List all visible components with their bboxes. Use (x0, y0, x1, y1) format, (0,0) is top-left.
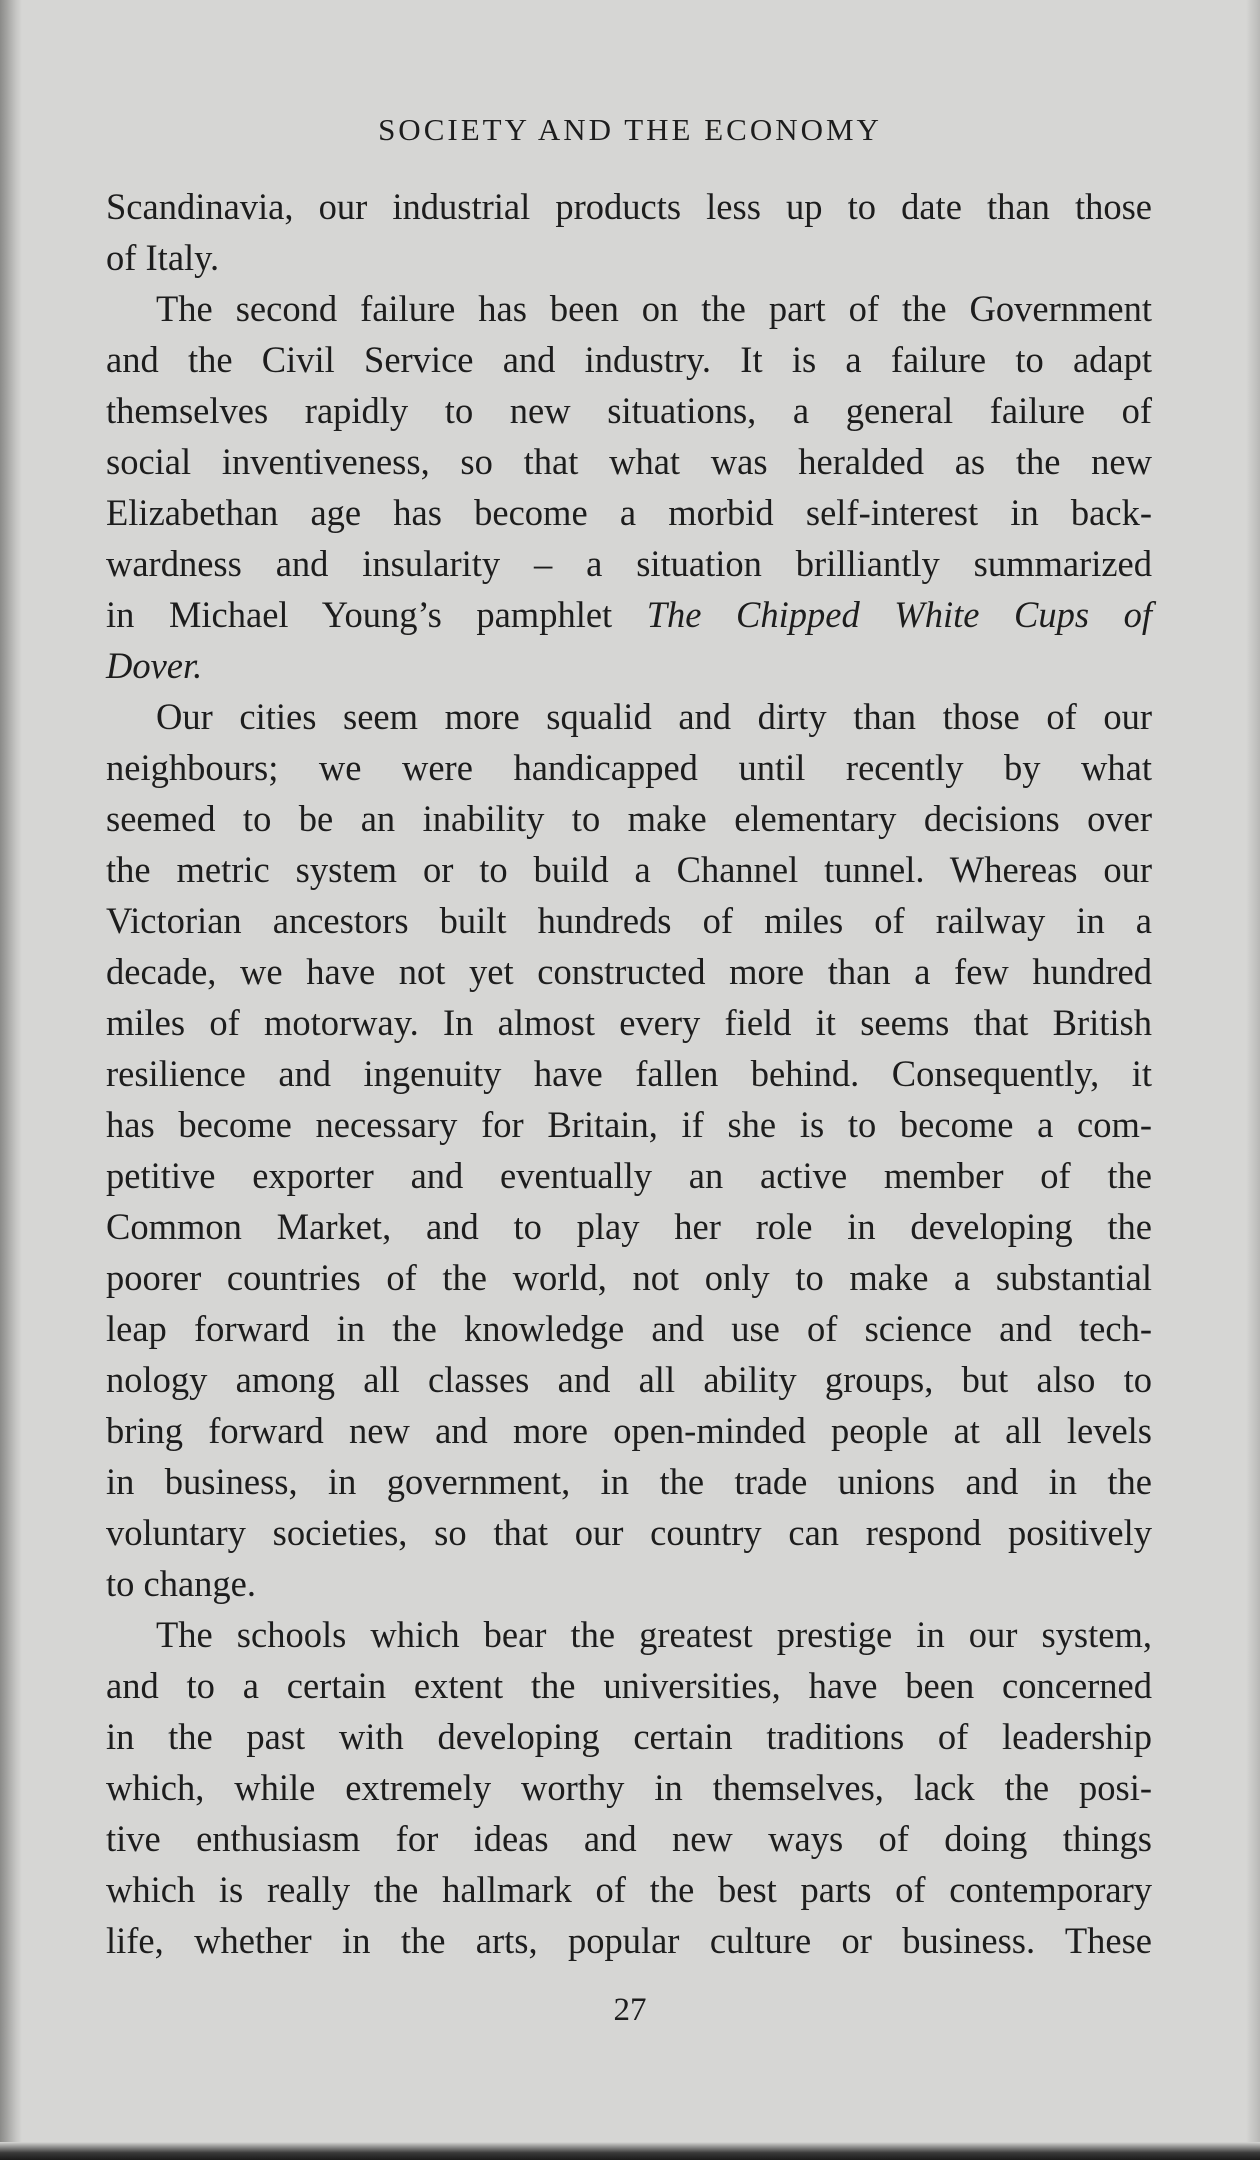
line-text: in business, in government, in the trade unions and in the (106, 1461, 1152, 1502)
line-text: Victorian ancestors built hundreds of miles of railway in a (106, 900, 1152, 941)
line-text: decade, we have not yet constructed more than a few hundred (106, 951, 1152, 992)
text-line (106, 538, 1152, 589)
line-text: Our cities seem more squalid and dirty than those of our (156, 696, 1152, 737)
text-line (106, 1099, 1152, 1150)
text-line (106, 793, 1152, 844)
page-edge (1246, 0, 1260, 2160)
running-head: SOCIETY AND THE ECONOMY (378, 112, 882, 147)
line-text: which, while extremely worthy in themselves, lack the posi- (106, 1767, 1152, 1808)
text-line (106, 1354, 1152, 1405)
line-text: voluntary societies, so that our country can respond positively (106, 1512, 1152, 1553)
line-text: and to a certain extent the universities, have been concerned (106, 1665, 1152, 1706)
line-text: leap forward in the knowledge and use of science and tech- (106, 1308, 1152, 1349)
text-line (106, 1456, 1152, 1507)
line-text: nology among all classes and all ability groups, but also to (106, 1359, 1152, 1400)
line-text: neighbours; we were handicapped until recently by what (106, 747, 1152, 788)
line-text: to change. (106, 1563, 256, 1604)
line-text: in Michael Young’s pamphlet (106, 594, 647, 635)
line-text: petitive exporter and eventually an active member of the (106, 1155, 1152, 1196)
text-line (106, 1864, 1152, 1915)
text-line (106, 1150, 1152, 1201)
text-line (106, 385, 1152, 436)
line-text: wardness and insularity – a situation brilliantly summarized (106, 543, 1152, 584)
line-text: seemed to be an inability to make elementary decisions over (106, 798, 1152, 839)
body-text (106, 181, 1152, 1966)
text-line (106, 997, 1152, 1048)
text-line (106, 1201, 1152, 1252)
line-text: poorer countries of the world, not only to make a substantial (106, 1257, 1152, 1298)
text-line (106, 487, 1152, 538)
text-line (106, 1711, 1152, 1762)
line-text: The schools which bear the greatest prestige in our system, (156, 1614, 1152, 1655)
text-line (106, 589, 1152, 640)
line-text: which is really the hallmark of the best parts of contemporary (106, 1869, 1152, 1910)
line-text: bring forward new and more open-minded people at all levels (106, 1410, 1152, 1451)
line-text: resilience and ingenuity have fallen behind. Consequently, it (106, 1053, 1152, 1094)
text-line (106, 1507, 1152, 1558)
italic-title-text: The Chipped White Cups of (646, 594, 1153, 635)
text-line (106, 1762, 1152, 1813)
page-bottom-edge (0, 2142, 1260, 2160)
text-line (106, 283, 1152, 334)
text-line (106, 1609, 1152, 1660)
text-line (106, 232, 1152, 283)
text-line (106, 742, 1152, 793)
line-text: of Italy. (106, 237, 220, 278)
text-line (106, 1915, 1152, 1966)
line-text: The second failure has been on the part of the Government (156, 288, 1152, 329)
text-line (106, 1558, 1152, 1609)
line-text: social inventiveness, so that what was heralded as the new (106, 441, 1152, 482)
line-text: the metric system or to build a Channel tunnel. Whereas our (106, 849, 1152, 890)
text-line (106, 691, 1152, 742)
text-line (106, 181, 1152, 232)
line-text: tive enthusiasm for ideas and new ways of doing things (106, 1818, 1152, 1859)
line-text: life, whether in the arts, popular culture or business. These (106, 1920, 1152, 1961)
line-text: has become necessary for Britain, if she is to become a com- (106, 1104, 1152, 1145)
text-line (106, 1048, 1152, 1099)
text-line (106, 1303, 1152, 1354)
text-line (106, 895, 1152, 946)
line-text: Scandinavia, our industrial products less up to date than those (106, 186, 1152, 227)
text-line (106, 436, 1152, 487)
text-line (106, 844, 1152, 895)
italic-title-text: Dover. (106, 645, 203, 686)
line-text: and the Civil Service and industry. It is a failure to adapt (106, 339, 1152, 380)
text-line (106, 1252, 1152, 1303)
line-text: themselves rapidly to new situations, a general failure of (106, 390, 1152, 431)
page-gutter-shadow (0, 0, 22, 2160)
line-text: in the past with developing certain traditions of leadership (106, 1716, 1152, 1757)
text-line (106, 1405, 1152, 1456)
text-line (106, 640, 1152, 691)
text-line (106, 1813, 1152, 1864)
line-text: miles of motorway. In almost every field it seems that British (106, 1002, 1152, 1043)
line-text: Common Market, and to play her role in developing the (106, 1206, 1152, 1247)
text-line (106, 946, 1152, 997)
line-text: Elizabethan age has become a morbid self-interest in back- (106, 492, 1152, 533)
text-line (106, 1660, 1152, 1711)
page-number: 27 (613, 1992, 647, 2028)
text-line (106, 334, 1152, 385)
